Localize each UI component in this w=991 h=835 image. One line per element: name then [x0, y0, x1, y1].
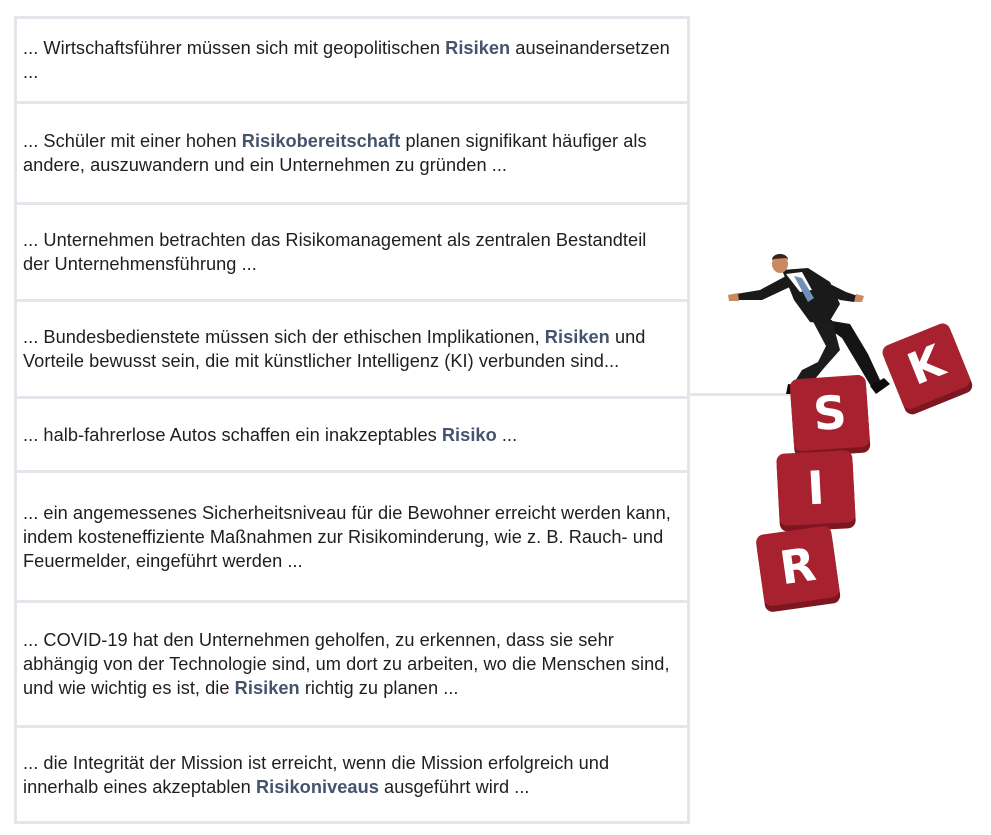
quote-row [17, 725, 687, 821]
quote-list [14, 16, 690, 824]
businessman-risk-blocks-illustration [722, 250, 990, 620]
letter-block-s [789, 374, 870, 457]
block-letter-s: S [811, 384, 849, 442]
quote-row [17, 600, 687, 725]
quote-row [17, 299, 687, 396]
highlight-term: Risikoniveaus [255, 776, 379, 797]
block-letter-k: K [900, 335, 952, 396]
quote-text: ... Schüler mit einer hohen Risikobereitschaft planen signifikant häufiger als andere, auszuwandern und ein Unternehmen zu gründen ... [23, 131, 647, 175]
quote-row [17, 19, 687, 101]
businessman-figure [728, 254, 890, 394]
quote-text: ... Unternehmen betrachten das Risikomanagement als zentralen Bestandteil der Unternehmensführung ... [23, 230, 647, 274]
quote-text: ... COVID-19 hat den Unternehmen geholfen, zu erkennen, dass sie sehr abhängig von der Technologie sind, um dort zu arbeiten, wo die Menschen sind, und wie wichtig es ist, die Risiken richtig zu planen ... [23, 630, 670, 698]
letter-block-r [755, 525, 841, 613]
highlight-term: Risiken [234, 678, 300, 698]
block-letter-i: I [805, 460, 826, 516]
highlight-term: Risiko [441, 424, 497, 445]
quote-text: ... Bundesbedienstete müssen sich der ethischen Implikationen, Risiken und Vorteile bewusst sein, die mit künstlicher Intelligenz (KI) verbunden sind... [23, 327, 646, 371]
quote-text: ... die Integrität der Mission ist erreicht, wenn die Mission erfolgreich und innerhalb eines akzeptablen Risikoniveaus ausgeführt wird ... [23, 752, 610, 797]
letter-block-i [776, 450, 856, 532]
quote-text: ... ein angemessenes Sicherheitsniveau für die Bewohner erreicht werden kann, indem kosteneffiziente Maßnahmen zur Risikominderung, wie z. B. Rauch- und Feuermelder, eingeführt werden ... [23, 502, 671, 571]
highlight-term: Risikobereitschaft [241, 131, 401, 151]
highlight-term: Risiken [544, 327, 610, 347]
quote-text: ... halb-fahrerlose Autos schaffen ein inakzeptables Risiko ... [23, 424, 518, 445]
quote-row [17, 396, 687, 470]
highlight-term: Risiken [445, 38, 511, 58]
letter-block-k [880, 321, 974, 417]
block-letter-r: R [776, 536, 820, 596]
quote-row [17, 470, 687, 600]
quote-row [17, 202, 687, 299]
quote-row [17, 101, 687, 202]
quote-text: ... Wirtschaftsführer müssen sich mit geopolitischen Risiken auseinandersetzen ... [23, 38, 670, 82]
